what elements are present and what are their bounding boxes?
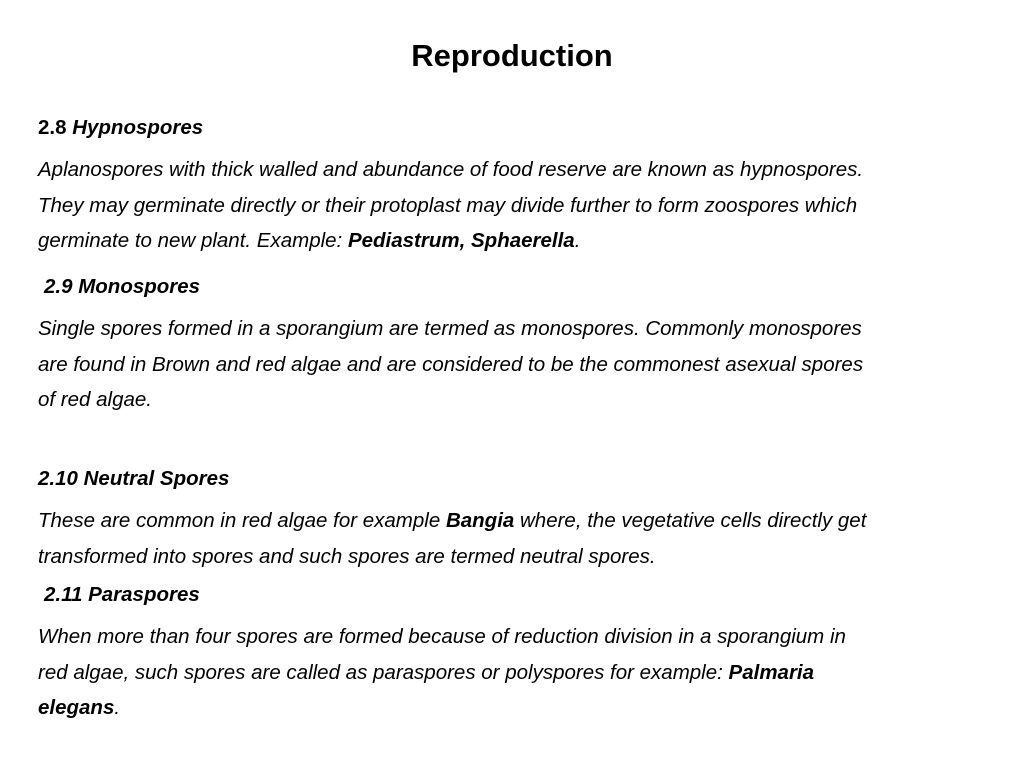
paragraph-line: germinate to new plant. Example: Pediastrum, Sphaerella. xyxy=(38,229,581,252)
paragraph-line: Single spores formed in a sporangium are termed as monospores. Commonly monospores xyxy=(38,317,862,340)
section-heading-hypnospores xyxy=(38,116,203,140)
section-number: 2.8 xyxy=(38,116,67,139)
paragraph-line: are found in Brown and red algae and are considered to be the commonest asexual spores xyxy=(38,352,864,376)
section-number: 2.9 xyxy=(44,275,73,298)
section-heading-monospores xyxy=(44,275,200,299)
section-heading-paraspores xyxy=(44,583,200,607)
paragraph-line: transformed into spores and such spores are termed neutral spores. xyxy=(38,544,656,568)
paragraph-hypnospores xyxy=(38,152,998,259)
example-species: Palmaria xyxy=(728,660,815,684)
paragraph-line: They may germinate directly or their protoplast may divide further to form zoospores which xyxy=(38,193,858,217)
example-species: Pediastrum, Sphaerella xyxy=(347,229,575,252)
paragraph-line: These are common in red algae for example Bangia where, the vegetative cells directly get xyxy=(38,509,867,532)
paragraph-line: red algae, such spores are called as paraspores or polyspores for example: Palmaria xyxy=(38,660,815,684)
page-title: Reproduction xyxy=(411,38,613,73)
section-name: Hypnospores xyxy=(72,116,204,139)
example-species: elegans xyxy=(38,696,115,719)
paragraph-monospores xyxy=(38,311,998,418)
section-number: 2.10 xyxy=(38,467,78,490)
paragraph-paraspores xyxy=(38,619,998,726)
paragraph-line: elegans. xyxy=(38,696,121,719)
section-heading-neutral-spores xyxy=(38,467,229,491)
section-name: Paraspores xyxy=(88,583,200,606)
section-name: Neutral Spores xyxy=(83,467,230,490)
section-name: Monospores xyxy=(78,275,201,298)
paragraph-neutral-spores xyxy=(38,503,998,574)
paragraph-line: Aplanospores with thick walled and abundance of food reserve are known as hypnospores. xyxy=(38,158,864,181)
paragraph-line: of red algae. xyxy=(38,388,152,411)
example-species: Bangia xyxy=(445,509,515,532)
section-number: 2.11 xyxy=(44,583,83,606)
paragraph-line: When more than four spores are formed because of reduction division in a sporangium in xyxy=(38,625,846,648)
